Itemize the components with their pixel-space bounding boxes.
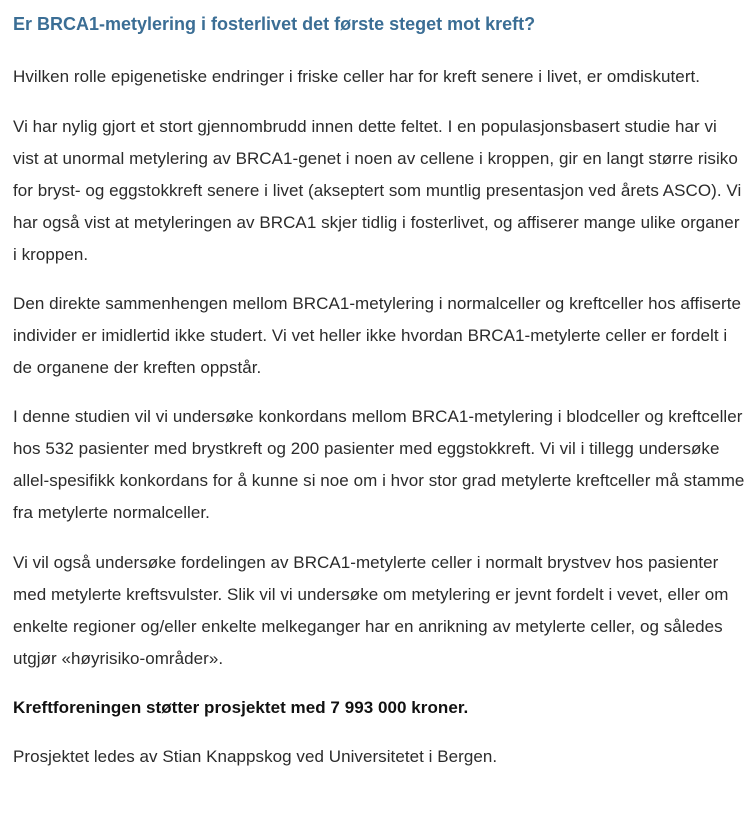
paragraph-breakthrough: Vi har nylig gjort et stort gjennombrudd innen dette feltet. I en populasjonsbasert studie har vi vist at unormal metylering av BRCA1-genet i noen av cellene i kroppen, gir en langt større risiko for bryst- og eggstokkreft senere i livet (akseptert som muntlig presentasjon ved årets ASCO). Vi har også vist at metyleringen av BRCA1 skjer tidlig i fosterlivet, og affiserer mange ulike organer i kroppen.	[13, 117, 742, 264]
paragraph-study: I denne studien vil vi undersøke konkordans mellom BRCA1-metylering i blodceller og kreftceller hos 532 pasienter med brystkreft og 200 pasienter med eggstokkreft. Vi vil i tillegg undersøke allel-spesifikk konkordans for å kunne si noe om i hvor stor grad metylerte kreftceller må stamme fra metylerte normalceller.	[13, 407, 745, 522]
project-leader: Prosjektet ledes av Stian Knappskog ved Universitetet i Bergen.	[13, 747, 498, 766]
funding-statement: Kreftforeningen støtter prosjektet med 7 993 000 kroner.	[13, 698, 469, 717]
article-title: Er BRCA1-metylering i fosterlivet det første steget mot kreft?	[13, 14, 536, 34]
paragraph-distribution: Vi vil også undersøke fordelingen av BRCA1-metylerte celler i normalt brystvev hos pasienter med metylerte kreftsvulster. Slik vil vi undersøke om metylering er jevnt fordelt i vevet, eller om enkelte regioner og/eller enkelte melkeganger har en anrikning av metylerte celler, og således utgjør «høyrisiko-områder».	[13, 553, 729, 668]
paragraph-relationship: Den direkte sammenhengen mellom BRCA1-metylering i normalceller og kreftceller hos affiserte individer er imidlertid ikke studert. Vi vet heller ikke hvordan BRCA1-metylerte celler er fordelt i de organene der kreften oppstår.	[13, 294, 742, 377]
paragraph-intro: Hvilken rolle epigenetiske endringer i friske celler har for kreft senere i livet, er omdiskutert.	[13, 67, 701, 86]
